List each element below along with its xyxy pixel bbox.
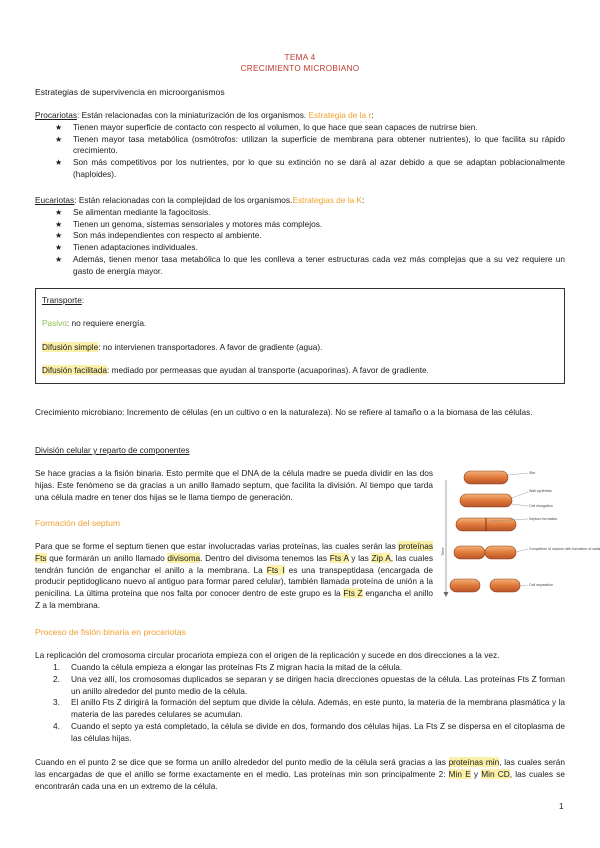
svg-text:Cell separation: Cell separation <box>529 583 553 587</box>
star-bullet-icon: ★ <box>55 231 63 241</box>
svg-text:Cell elongation: Cell elongation <box>529 504 553 508</box>
list-item: ★ Tienen un genoma, sistemas sensoriales y motores más complejos. <box>55 218 323 229</box>
growth-definition: Crecimiento microbiano: Incremento de células (en un cultivo o en la naturaleza). No se refiere al tamaño o a la biomasa de las células. <box>35 407 533 417</box>
svg-text:Site: Site <box>529 471 536 475</box>
star-bullet-icon: ★ <box>55 254 63 264</box>
fission-closing: Cuando en el punto 2 se dice que se forma un anillo alrededor del punto medio de la célula será gracias a las proteínas min, las cuales serán las encargadas de que el anillo se forme exactamente en el medio. Las proteínas min son principalmente 2: Min E y Min CD, las cuales se encontrarán cada una en un extremo de la célula. <box>35 757 565 791</box>
eukaryotes-section <box>35 195 565 277</box>
division-heading: División celular y reparto de componentes <box>35 445 190 455</box>
prokaryotes-section <box>35 110 565 181</box>
svg-text:Septum formation: Septum formation <box>529 517 558 521</box>
eukaryotes-term: Eucariotas <box>35 195 75 205</box>
fission-intro: La replicación del cromosoma circular procariota empieza con el origen de la replicación y sucede en dos direcciones a la vez. <box>35 650 500 660</box>
facilitated-diffusion-term: Difusión facilitada <box>42 365 108 376</box>
fission-steps <box>35 662 565 744</box>
list-item: 3. El anillo Fts Z dirigirá la formación del septum que divide la célula. Además, en este punto, la materia de la membrana plasmática y la materia de las paredes celulares se acumulan. <box>53 697 565 720</box>
list-item: 2. Una vez allí, los cromosomas duplicados se separan y se dirigen hacia direcciones opuestas de la célula. Las proteínas Fts Z forman un anillo alrededor del punto medio de la célula. <box>53 673 565 696</box>
list-item: 4. Cuando el septo ya está completado, la célula se divide en dos, formando dos células hijas. La Fts Z se dispersa en el citoplasma de las células hijas. <box>53 720 565 743</box>
prokaryotes-term: Procariotas <box>35 110 77 120</box>
eukaryotes-intro: Eucariotas: Están relacionadas con la complejidad de los organismos.Estrategias de la K: <box>35 195 365 205</box>
list-item: ★ Se alimentan mediante la fagocitosis. <box>55 206 211 217</box>
septum-paragraph: Para que se forme el septum tienen que estar involucradas varias proteínas, las cuales serán las proteínas Fts que formarán un anillo llamado divisoma. Dentro del divisoma tenemos las Fts A y las Zip A, las cuales tendrán función de enganchar el anillo a la membrana. La Fts I es una transpeptidasa (encargada de producir peptidoglicano nuevo al antiguo para formar pared celular), también llamada proteína de unión a la penicilina. La última proteína que nos falta por conocer dentro de este grupo es la Fts Z engancha el anillo Z a la membrana. <box>35 541 434 610</box>
svg-text:Completion of septum with form: Completion of septum with formation of walls <box>529 547 600 551</box>
star-bullet-icon: ★ <box>55 158 63 168</box>
passive-line: Pasivo: no requiere energía. <box>42 317 147 328</box>
facilitated-diffusion-line: Difusión facilitada: mediado por permeasas que ayudan al transporte (acuaporinas). A favor de gradiente. <box>42 365 429 376</box>
cell-stage-1 <box>464 471 508 484</box>
k-strategy: Estrategias de la K <box>292 195 362 205</box>
page-number: 1 <box>559 802 564 811</box>
star-bullet-icon: ★ <box>55 122 63 132</box>
simple-diffusion-term: Difusión simple <box>42 341 99 352</box>
star-bullet-icon: ★ <box>55 134 63 144</box>
list-item: ★ Son más competitivos por los nutrientes, por lo que su extinción no se dará al azar debido a que se adaptan poblacionalmente (haploides). <box>55 157 565 179</box>
cell-stage-2 <box>460 494 512 507</box>
list-item: ★ Son más independientes con respecto al ambiente. <box>55 230 262 241</box>
topic-number: TEMA 4 <box>284 53 316 62</box>
division-paragraph: Se hace gracias a la fisión binaria. Esto permite que el DNA de la célula madre se pueda dividir en las dos hijas. Este fenómeno se da gracias a un anillo llamado septum, que facilita la división. Al tiempo que tarda una célula madre en tener dos hijas se le llama tiempo de generación. <box>35 468 433 502</box>
star-bullet-icon: ★ <box>55 219 63 229</box>
eukaryotes-list <box>35 207 565 278</box>
svg-text:Wall synthesis: Wall synthesis <box>529 489 552 493</box>
star-bullet-icon: ★ <box>55 243 63 253</box>
cell-stage-5 <box>450 579 520 592</box>
list-item: 1. Cuando la célula empieza a elongar las proteínas Fts Z migran hacia la mitad de la célula. <box>53 662 403 672</box>
cell-stage-4 <box>454 546 516 559</box>
topic-title: CRECIMIENTO MICROBIANO <box>240 64 360 73</box>
r-strategy: Estrategia de la r <box>308 110 372 120</box>
passive-term: Pasivo <box>42 317 67 328</box>
fission-heading: Proceso de fisión binaria en procariotas <box>35 627 186 637</box>
strategies-heading: Estrategias de supervivencia en microorganismos <box>35 87 225 97</box>
prokaryotes-intro: Procariotas: Están relacionadas con la miniaturización de los organismos. Estrategia de la r: <box>35 110 374 120</box>
star-bullet-icon: ★ <box>55 207 63 217</box>
time-axis <box>440 480 449 597</box>
binary-fission-figure <box>440 466 600 606</box>
septum-heading: Formación del septum <box>35 518 121 528</box>
list-item: ★ Tienen mayor superficie de contacto con respecto al volumen, lo que hace que sean capaces de nutrirse bien. <box>55 121 478 132</box>
list-item: ★ Tienen adaptaciones individuales. <box>55 242 198 253</box>
list-item: ★ Además, tienen menor tasa metabólica lo que les conlleva a tener estructuras cada vez más complejas que a su vez requiere un gasto de energía mayor. <box>55 253 565 276</box>
transport-box <box>35 288 565 384</box>
svg-text:Time: Time <box>440 547 445 556</box>
simple-diffusion-line: Difusión simple: no intervienen transportadores. A favor de gradiente (agua). <box>42 341 323 352</box>
list-item: ★ Tienen mayor tasa metabólica (osmótrofos: utilizan la superficie de membrana para obtener nutrientes), lo que facilita su rápido crecimiento. <box>55 133 565 156</box>
transport-title: Transporte: <box>42 295 85 305</box>
prokaryotes-list <box>35 122 565 181</box>
